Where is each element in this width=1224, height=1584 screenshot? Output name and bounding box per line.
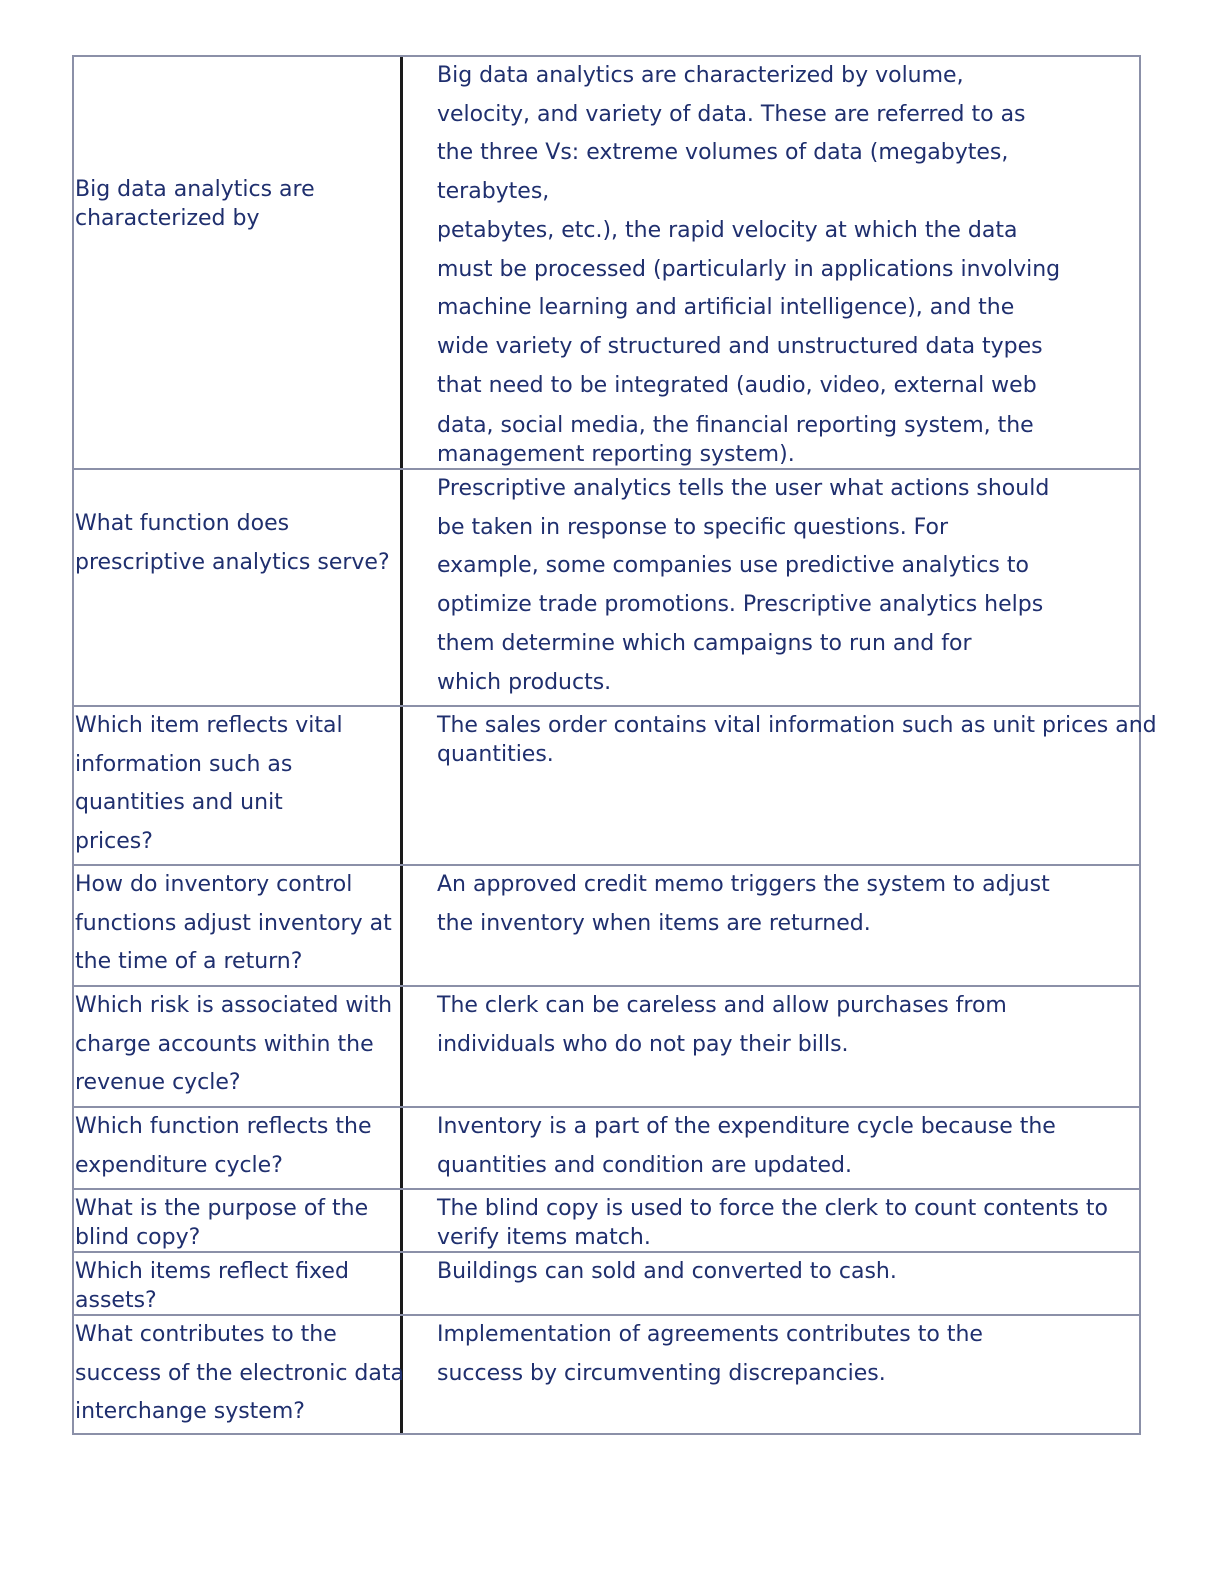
answer-line: must be processed (particularly in applications involving bbox=[437, 256, 1061, 282]
answer-cell bbox=[403, 707, 1167, 864]
table-row bbox=[74, 705, 1157, 864]
answer-line: quantities and condition are updated. bbox=[437, 1152, 852, 1178]
question-line: What is the purpose of the bbox=[75, 1196, 369, 1221]
answer-cell bbox=[403, 866, 1139, 985]
question-cell bbox=[74, 57, 403, 468]
question-line: How do inventory control bbox=[75, 872, 353, 897]
answer-line: data, social media, the financial reporting system, the bbox=[437, 413, 1034, 439]
question-line: success of the electronic data bbox=[75, 1360, 404, 1386]
question-line: expenditure cycle? bbox=[75, 1152, 283, 1178]
answer-line: Big data analytics are characterized by volume, bbox=[437, 63, 964, 88]
answer-line: them determine which campaigns to run and for bbox=[437, 630, 972, 656]
answer-line: Implementation of agreements contributes to the bbox=[437, 1322, 983, 1347]
answer-line: that need to be integrated (audio, video, external web bbox=[437, 372, 1037, 398]
answer-line: optimize trade promotions. Prescriptive analytics helps bbox=[437, 592, 1044, 618]
question-cell bbox=[74, 470, 403, 705]
answer-line: An approved credit memo triggers the system to adjust bbox=[437, 872, 1050, 897]
question-line: prescriptive analytics serve? bbox=[75, 549, 390, 575]
question-line: Which risk is associated with bbox=[75, 993, 393, 1018]
answer-line: wide variety of structured and unstructured data types bbox=[437, 333, 1043, 359]
answer-cell bbox=[403, 1316, 1139, 1433]
table-row bbox=[74, 1251, 1139, 1314]
answer-line: Buildings can sold and converted to cash. bbox=[437, 1259, 897, 1284]
question-line: charge accounts within the bbox=[75, 1031, 374, 1057]
qa-table bbox=[72, 55, 1157, 1435]
question-cell bbox=[74, 987, 403, 1106]
answer-line: The sales order contains vital information such as unit prices and bbox=[437, 713, 1157, 738]
answer-line: The clerk can be careless and allow purchases from bbox=[437, 993, 1007, 1018]
table-row bbox=[74, 1188, 1139, 1251]
table-row bbox=[74, 1314, 1139, 1433]
answer-line: example, some companies use predictive analytics to bbox=[437, 553, 1029, 579]
answer-line: be taken in response to specific questions. For bbox=[437, 514, 949, 540]
answer-line: Inventory is a part of the expenditure cycle because the bbox=[437, 1114, 1056, 1139]
question-cell bbox=[74, 707, 403, 864]
answer-line: management reporting system). bbox=[437, 442, 795, 468]
question-line: Which item reflects vital bbox=[75, 713, 343, 738]
answer-line: quantities. bbox=[437, 742, 554, 767]
question-line: Which items reflect fixed bbox=[75, 1259, 349, 1284]
question-line: information such as bbox=[75, 751, 293, 777]
question-cell bbox=[74, 866, 403, 985]
answer-cell bbox=[403, 57, 1139, 468]
question-line: What contributes to the bbox=[75, 1322, 337, 1347]
question-line: Big data analytics are bbox=[75, 177, 315, 202]
question-cell bbox=[74, 1190, 403, 1251]
table-row bbox=[74, 468, 1139, 705]
answer-line: petabytes, etc.), the rapid velocity at which the data bbox=[437, 217, 1018, 243]
table-row bbox=[74, 57, 1139, 468]
answer-cell bbox=[403, 1253, 1139, 1314]
question-line: What function does bbox=[75, 511, 290, 536]
question-line: interchange system? bbox=[75, 1399, 305, 1425]
answer-line: individuals who do not pay their bills. bbox=[437, 1031, 849, 1057]
question-line: the time of a return? bbox=[75, 949, 303, 975]
question-cell bbox=[74, 1316, 403, 1433]
question-line: revenue cycle? bbox=[75, 1070, 241, 1096]
answer-line: success by circumventing discrepancies. bbox=[437, 1360, 886, 1386]
answer-cell bbox=[403, 987, 1139, 1106]
table-row bbox=[74, 1106, 1139, 1188]
answer-line: Prescriptive analytics tells the user what actions should bbox=[437, 476, 1050, 501]
answer-line: machine learning and artificial intelligence), and the bbox=[437, 295, 1015, 321]
table-row bbox=[74, 985, 1139, 1106]
answer-line: the inventory when items are returned. bbox=[437, 910, 871, 936]
answer-line: terabytes, bbox=[437, 179, 550, 205]
answer-line: The blind copy is used to force the clerk to count contents to bbox=[437, 1196, 1108, 1221]
answer-cell bbox=[403, 1190, 1139, 1251]
question-line: Which function reflects the bbox=[75, 1114, 372, 1139]
table-row bbox=[74, 864, 1139, 985]
question-line: quantities and unit bbox=[75, 790, 283, 816]
answer-line: which products. bbox=[437, 669, 612, 695]
answer-cell bbox=[403, 470, 1139, 705]
answer-line: verify items match. bbox=[437, 1225, 651, 1250]
question-line: characterized by bbox=[75, 206, 260, 231]
answer-cell bbox=[403, 1108, 1139, 1188]
question-cell bbox=[74, 1253, 403, 1314]
answer-line: the three Vs: extreme volumes of data (megabytes, bbox=[437, 140, 1009, 166]
question-cell bbox=[74, 1108, 403, 1188]
answer-line: velocity, and variety of data. These are referred to as bbox=[437, 101, 1026, 127]
question-line: blind copy? bbox=[75, 1225, 201, 1250]
question-line: assets? bbox=[75, 1288, 157, 1313]
question-line: functions adjust inventory at bbox=[75, 910, 392, 936]
question-line: prices? bbox=[75, 829, 153, 855]
